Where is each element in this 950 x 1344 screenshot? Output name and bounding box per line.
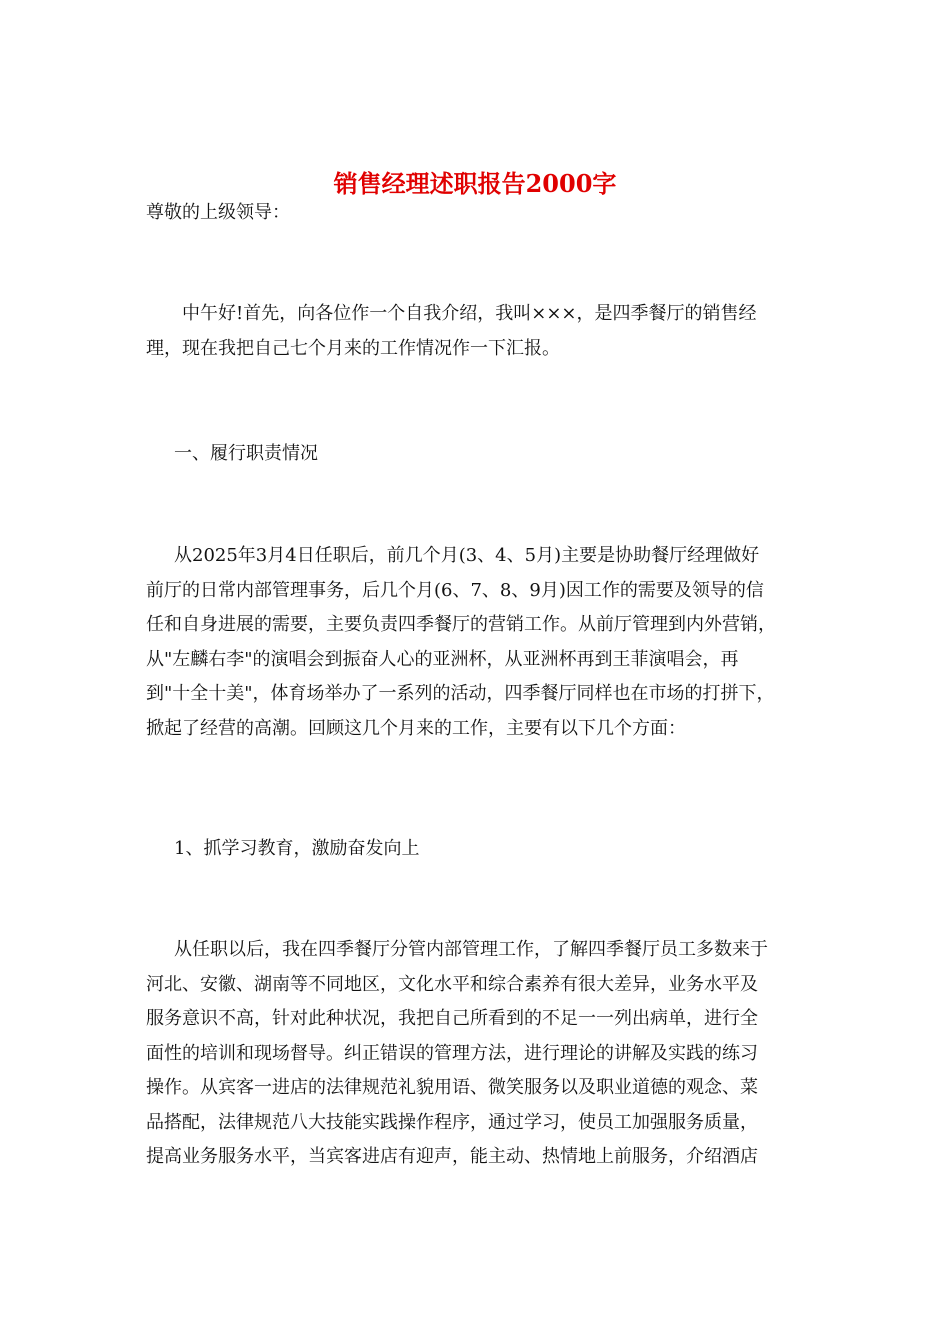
- paragraph-line: 掀起了经营的高潮。回顾这几个月来的工作，主要有以下几个方面：: [146, 717, 686, 739]
- section-heading-duties: [146, 437, 806, 472]
- paragraph-line: 品搭配，法律规范八大技能实践操作程序，通过学习，使员工加强服务质量，: [146, 1111, 758, 1133]
- paragraph-line: 前厅的日常内部管理事务，后几个月(6、7、8、9月)因工作的需要及领导的信: [146, 579, 764, 601]
- paragraph-line: 操作。从宾客一进店的法律规范礼貌用语、微笑服务以及职业道德的观念、菜: [146, 1077, 758, 1098]
- paragraph-intro: [146, 297, 806, 366]
- section-heading-line: 1、抓学习教育，激励奋发向上: [174, 838, 420, 859]
- paragraph-line: 从"左麟右李"的演唱会到振奋人心的亚洲杯，从亚洲杯再到王菲演唱会，再: [146, 648, 739, 670]
- paragraph-line: 到"十全十美"，体育场举办了一系列的活动，四季餐厅同样也在市场的打拼下，: [146, 683, 775, 704]
- paragraph-line: 河北、安徽、湖南等不同地区，文化水平和综合素养有很大差异，业务水平及: [146, 973, 758, 995]
- paragraph-line: 面性的培训和现场督导。纠正错误的管理方法，进行理论的讲解及实践的练习: [146, 1042, 758, 1064]
- paragraph-line: 从任职以后，我在四季餐厅分管内部管理工作，了解四季餐厅员工多数来于: [174, 939, 768, 960]
- paragraph-line: 提高业务服务水平，当宾客进店有迎声，能主动、热情地上前服务，介绍酒店: [146, 1146, 758, 1167]
- document-title: 销售经理述职报告2000字: [333, 169, 617, 199]
- paragraph-line: 理，现在我把自己七个月来的工作情况作一下汇报。: [146, 337, 560, 359]
- paragraph-line: 从2025年3月4日任职后，前几个月(3、4、5月)主要是协助餐厅经理做好: [174, 545, 760, 566]
- section-heading-line: 一、履行职责情况: [174, 443, 318, 464]
- salutation: [146, 196, 806, 231]
- paragraph-duties: [146, 539, 806, 746]
- section-heading-training: [146, 832, 806, 867]
- salutation-line: 尊敬的上级领导：: [146, 202, 290, 223]
- paragraph-line: 服务意识不高，针对此种状况，我把自己所看到的不足一一列出病单，进行全: [146, 1008, 758, 1029]
- paragraph-line: 任和自身进展的需要，主要负责四季餐厅的营销工作。从前厅管理到内外营销，: [146, 614, 776, 635]
- paragraph-training: [146, 933, 806, 1175]
- paragraph-line: 中午好!首先，向各位作一个自我介绍，我叫×××，是四季餐厅的销售经: [182, 303, 757, 324]
